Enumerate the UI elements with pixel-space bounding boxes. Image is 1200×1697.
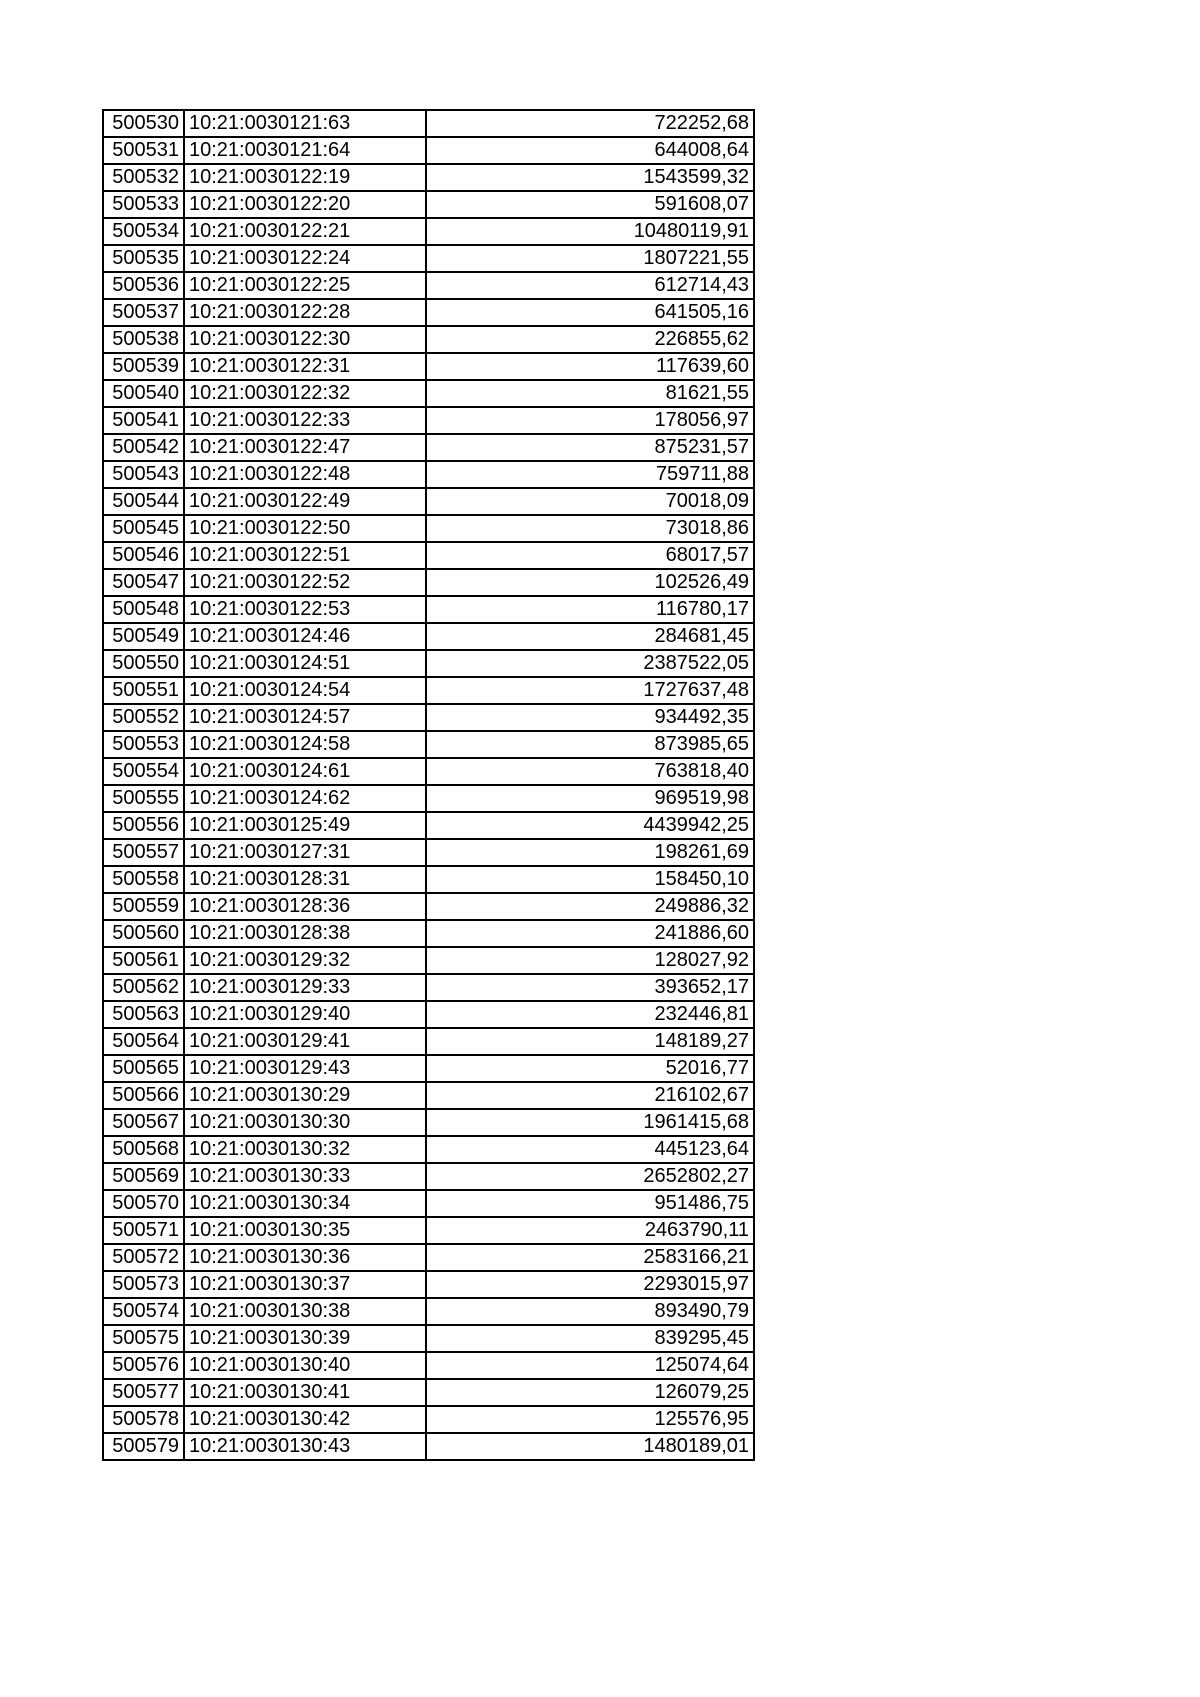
- row-id-cell: 500550: [103, 650, 184, 677]
- cadastral-number-cell: 10:21:0030130:36: [184, 1244, 426, 1271]
- row-id-cell: 500570: [103, 1190, 184, 1217]
- cadastral-number-cell: 10:21:0030122:28: [184, 299, 426, 326]
- cadastral-number-cell: 10:21:0030130:38: [184, 1298, 426, 1325]
- row-id-cell: 500539: [103, 353, 184, 380]
- amount-cell: 81621,55: [426, 380, 754, 407]
- table-row: [103, 380, 754, 407]
- amount-cell: 73018,86: [426, 515, 754, 542]
- table-row: [103, 1433, 754, 1460]
- row-id-cell: 500542: [103, 434, 184, 461]
- cadastral-number-cell: 10:21:0030127:31: [184, 839, 426, 866]
- amount-cell: 2652802,27: [426, 1163, 754, 1190]
- row-id-cell: 500575: [103, 1325, 184, 1352]
- table-row: [103, 353, 754, 380]
- row-id-cell: 500565: [103, 1055, 184, 1082]
- row-id-cell: 500555: [103, 785, 184, 812]
- cadastral-number-cell: 10:21:0030122:30: [184, 326, 426, 353]
- table-row: [103, 596, 754, 623]
- amount-cell: 951486,75: [426, 1190, 754, 1217]
- amount-cell: 839295,45: [426, 1325, 754, 1352]
- amount-cell: 241886,60: [426, 920, 754, 947]
- cadastral-number-cell: 10:21:0030122:31: [184, 353, 426, 380]
- cadastral-number-cell: 10:21:0030130:32: [184, 1136, 426, 1163]
- cadastral-number-cell: 10:21:0030122:21: [184, 218, 426, 245]
- table-row: [103, 1298, 754, 1325]
- row-id-cell: 500564: [103, 1028, 184, 1055]
- table-row: [103, 650, 754, 677]
- table-row: [103, 1136, 754, 1163]
- table-row: [103, 434, 754, 461]
- amount-cell: 116780,17: [426, 596, 754, 623]
- amount-cell: 445123,64: [426, 1136, 754, 1163]
- row-id-cell: 500561: [103, 947, 184, 974]
- table-row: [103, 1190, 754, 1217]
- row-id-cell: 500547: [103, 569, 184, 596]
- cadastral-number-cell: 10:21:0030130:30: [184, 1109, 426, 1136]
- cadastral-number-cell: 10:21:0030130:34: [184, 1190, 426, 1217]
- cadastral-number-cell: 10:21:0030122:49: [184, 488, 426, 515]
- row-id-cell: 500562: [103, 974, 184, 1001]
- table-row: [103, 461, 754, 488]
- row-id-cell: 500552: [103, 704, 184, 731]
- cadastral-number-cell: 10:21:0030128:36: [184, 893, 426, 920]
- amount-cell: 117639,60: [426, 353, 754, 380]
- amount-cell: 644008,64: [426, 137, 754, 164]
- amount-cell: 284681,45: [426, 623, 754, 650]
- table-row: [103, 110, 754, 137]
- row-id-cell: 500544: [103, 488, 184, 515]
- table-row: [103, 866, 754, 893]
- row-id-cell: 500578: [103, 1406, 184, 1433]
- cadastral-number-cell: 10:21:0030129:32: [184, 947, 426, 974]
- table-row: [103, 218, 754, 245]
- cadastral-number-cell: 10:21:0030124:58: [184, 731, 426, 758]
- table-row: [103, 542, 754, 569]
- table-row: [103, 1163, 754, 1190]
- amount-cell: 198261,69: [426, 839, 754, 866]
- amount-cell: 2293015,97: [426, 1271, 754, 1298]
- cadastral-number-cell: 10:21:0030124:62: [184, 785, 426, 812]
- amount-cell: 148189,27: [426, 1028, 754, 1055]
- amount-cell: 722252,68: [426, 110, 754, 137]
- row-id-cell: 500574: [103, 1298, 184, 1325]
- amount-cell: 1727637,48: [426, 677, 754, 704]
- table-row: [103, 974, 754, 1001]
- amount-cell: 226855,62: [426, 326, 754, 353]
- cadastral-number-cell: 10:21:0030128:38: [184, 920, 426, 947]
- cadastral-number-cell: 10:21:0030122:33: [184, 407, 426, 434]
- amount-cell: 249886,32: [426, 893, 754, 920]
- row-id-cell: 500556: [103, 812, 184, 839]
- amount-cell: 216102,67: [426, 1082, 754, 1109]
- amount-cell: 893490,79: [426, 1298, 754, 1325]
- amount-cell: 70018,09: [426, 488, 754, 515]
- cadastral-number-cell: 10:21:0030125:49: [184, 812, 426, 839]
- amount-cell: 4439942,25: [426, 812, 754, 839]
- row-id-cell: 500568: [103, 1136, 184, 1163]
- cadastral-number-cell: 10:21:0030130:35: [184, 1217, 426, 1244]
- table-row: [103, 893, 754, 920]
- table-row: [103, 1379, 754, 1406]
- table-row: [103, 758, 754, 785]
- row-id-cell: 500579: [103, 1433, 184, 1460]
- table-row: [103, 785, 754, 812]
- cadastral-number-cell: 10:21:0030124:61: [184, 758, 426, 785]
- row-id-cell: 500541: [103, 407, 184, 434]
- cadastral-number-cell: 10:21:0030121:64: [184, 137, 426, 164]
- amount-cell: 178056,97: [426, 407, 754, 434]
- table-row: [103, 920, 754, 947]
- table-row: [103, 245, 754, 272]
- table-row: [103, 623, 754, 650]
- row-id-cell: 500535: [103, 245, 184, 272]
- table-row: [103, 407, 754, 434]
- row-id-cell: 500540: [103, 380, 184, 407]
- row-id-cell: 500532: [103, 164, 184, 191]
- amount-cell: 1543599,32: [426, 164, 754, 191]
- table-row: [103, 1406, 754, 1433]
- cadastral-number-cell: 10:21:0030122:51: [184, 542, 426, 569]
- cadastral-number-cell: 10:21:0030122:32: [184, 380, 426, 407]
- row-id-cell: 500534: [103, 218, 184, 245]
- cadastral-number-cell: 10:21:0030122:24: [184, 245, 426, 272]
- amount-cell: 875231,57: [426, 434, 754, 461]
- table-row: [103, 1001, 754, 1028]
- amount-cell: 68017,57: [426, 542, 754, 569]
- cadastral-number-cell: 10:21:0030122:52: [184, 569, 426, 596]
- table-row: [103, 1082, 754, 1109]
- amount-cell: 641505,16: [426, 299, 754, 326]
- table-body: [103, 110, 754, 1460]
- row-id-cell: 500557: [103, 839, 184, 866]
- amount-cell: 126079,25: [426, 1379, 754, 1406]
- row-id-cell: 500543: [103, 461, 184, 488]
- amount-cell: 1480189,01: [426, 1433, 754, 1460]
- row-id-cell: 500560: [103, 920, 184, 947]
- cadastral-number-cell: 10:21:0030129:40: [184, 1001, 426, 1028]
- cadastral-number-cell: 10:21:0030122:20: [184, 191, 426, 218]
- table-row: [103, 191, 754, 218]
- cadastral-number-cell: 10:21:0030130:39: [184, 1325, 426, 1352]
- amount-cell: 102526,49: [426, 569, 754, 596]
- row-id-cell: 500553: [103, 731, 184, 758]
- row-id-cell: 500546: [103, 542, 184, 569]
- amount-cell: 969519,98: [426, 785, 754, 812]
- row-id-cell: 500559: [103, 893, 184, 920]
- cadastral-number-cell: 10:21:0030130:33: [184, 1163, 426, 1190]
- cadastral-number-cell: 10:21:0030129:43: [184, 1055, 426, 1082]
- cadastral-number-cell: 10:21:0030130:41: [184, 1379, 426, 1406]
- amount-cell: 158450,10: [426, 866, 754, 893]
- row-id-cell: 500569: [103, 1163, 184, 1190]
- cadastral-number-cell: 10:21:0030124:57: [184, 704, 426, 731]
- row-id-cell: 500576: [103, 1352, 184, 1379]
- table-row: [103, 704, 754, 731]
- cadastral-number-cell: 10:21:0030130:37: [184, 1271, 426, 1298]
- data-table: [102, 109, 755, 1461]
- row-id-cell: 500572: [103, 1244, 184, 1271]
- amount-cell: 873985,65: [426, 731, 754, 758]
- amount-cell: 393652,17: [426, 974, 754, 1001]
- cadastral-number-cell: 10:21:0030122:50: [184, 515, 426, 542]
- row-id-cell: 500533: [103, 191, 184, 218]
- cadastral-number-cell: 10:21:0030124:46: [184, 623, 426, 650]
- amount-cell: 1961415,68: [426, 1109, 754, 1136]
- amount-cell: 125576,95: [426, 1406, 754, 1433]
- row-id-cell: 500563: [103, 1001, 184, 1028]
- row-id-cell: 500577: [103, 1379, 184, 1406]
- row-id-cell: 500538: [103, 326, 184, 353]
- table-row: [103, 488, 754, 515]
- cadastral-number-cell: 10:21:0030122:19: [184, 164, 426, 191]
- amount-cell: 2583166,21: [426, 1244, 754, 1271]
- table-row: [103, 812, 754, 839]
- table-row: [103, 1325, 754, 1352]
- table-row: [103, 569, 754, 596]
- table-row: [103, 1352, 754, 1379]
- cadastral-number-cell: 10:21:0030129:41: [184, 1028, 426, 1055]
- table-row: [103, 515, 754, 542]
- cadastral-number-cell: 10:21:0030130:42: [184, 1406, 426, 1433]
- cadastral-number-cell: 10:21:0030122:25: [184, 272, 426, 299]
- amount-cell: 2387522,05: [426, 650, 754, 677]
- row-id-cell: 500554: [103, 758, 184, 785]
- table-row: [103, 1028, 754, 1055]
- amount-cell: 1807221,55: [426, 245, 754, 272]
- table-row: [103, 1109, 754, 1136]
- cadastral-number-cell: 10:21:0030124:51: [184, 650, 426, 677]
- amount-cell: 759711,88: [426, 461, 754, 488]
- cadastral-number-cell: 10:21:0030122:47: [184, 434, 426, 461]
- row-id-cell: 500531: [103, 137, 184, 164]
- row-id-cell: 500548: [103, 596, 184, 623]
- amount-cell: 125074,64: [426, 1352, 754, 1379]
- cadastral-number-cell: 10:21:0030121:63: [184, 110, 426, 137]
- table-row: [103, 299, 754, 326]
- amount-cell: 612714,43: [426, 272, 754, 299]
- row-id-cell: 500537: [103, 299, 184, 326]
- table-row: [103, 947, 754, 974]
- amount-cell: 591608,07: [426, 191, 754, 218]
- amount-cell: 52016,77: [426, 1055, 754, 1082]
- amount-cell: 128027,92: [426, 947, 754, 974]
- table-row: [103, 1271, 754, 1298]
- cadastral-number-cell: 10:21:0030122:48: [184, 461, 426, 488]
- row-id-cell: 500551: [103, 677, 184, 704]
- row-id-cell: 500566: [103, 1082, 184, 1109]
- table-row: [103, 1217, 754, 1244]
- table-row: [103, 272, 754, 299]
- amount-cell: 232446,81: [426, 1001, 754, 1028]
- table-row: [103, 1055, 754, 1082]
- amount-cell: 2463790,11: [426, 1217, 754, 1244]
- table-row: [103, 677, 754, 704]
- amount-cell: 934492,35: [426, 704, 754, 731]
- cadastral-number-cell: 10:21:0030129:33: [184, 974, 426, 1001]
- cadastral-number-cell: 10:21:0030130:40: [184, 1352, 426, 1379]
- row-id-cell: 500571: [103, 1217, 184, 1244]
- cadastral-number-cell: 10:21:0030130:43: [184, 1433, 426, 1460]
- cadastral-number-cell: 10:21:0030122:53: [184, 596, 426, 623]
- amount-cell: 763818,40: [426, 758, 754, 785]
- row-id-cell: 500567: [103, 1109, 184, 1136]
- table-row: [103, 137, 754, 164]
- row-id-cell: 500530: [103, 110, 184, 137]
- table-row: [103, 839, 754, 866]
- row-id-cell: 500536: [103, 272, 184, 299]
- row-id-cell: 500573: [103, 1271, 184, 1298]
- amount-cell: 10480119,91: [426, 218, 754, 245]
- row-id-cell: 500545: [103, 515, 184, 542]
- row-id-cell: 500549: [103, 623, 184, 650]
- table-row: [103, 164, 754, 191]
- row-id-cell: 500558: [103, 866, 184, 893]
- cadastral-number-cell: 10:21:0030130:29: [184, 1082, 426, 1109]
- cadastral-number-cell: 10:21:0030124:54: [184, 677, 426, 704]
- table-row: [103, 326, 754, 353]
- table-row: [103, 1244, 754, 1271]
- cadastral-number-cell: 10:21:0030128:31: [184, 866, 426, 893]
- table-row: [103, 731, 754, 758]
